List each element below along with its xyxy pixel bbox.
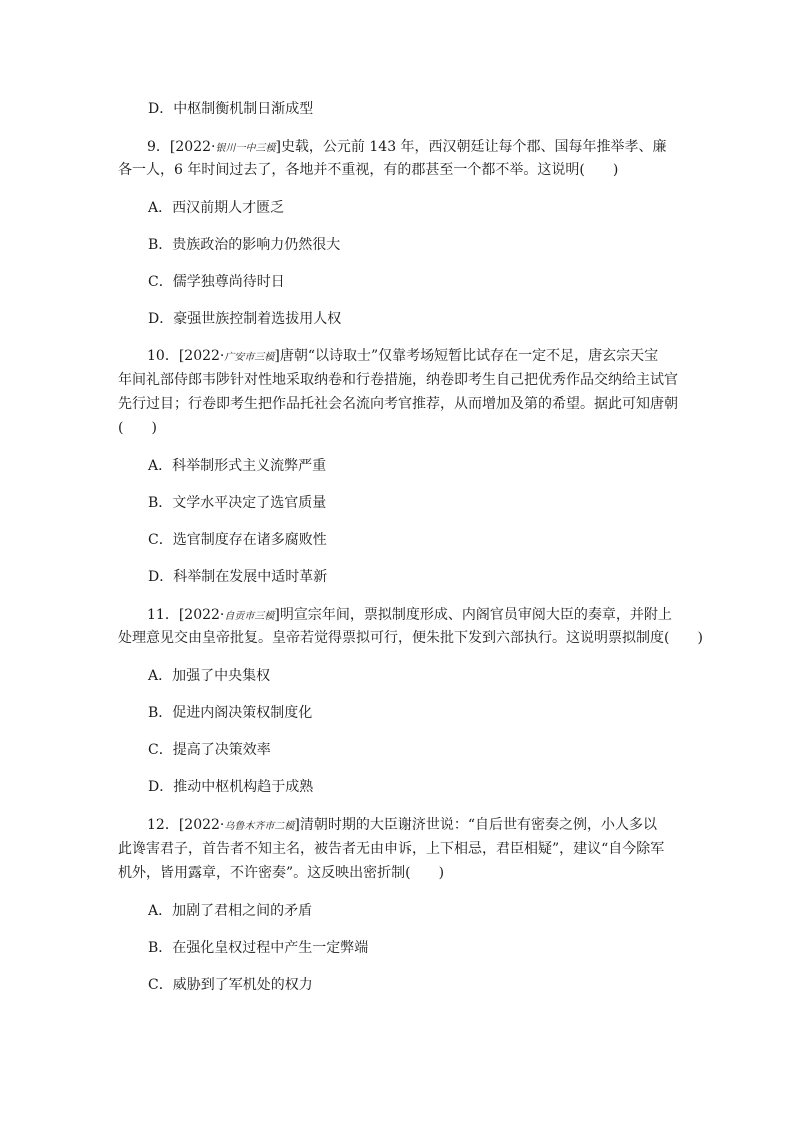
- q11-stem-line2: 处理意见交由皇帝批复。皇帝若觉得票拟可行，便朱批下发到六部执行。这说明票拟制度( ): [118, 630, 703, 646]
- q12-option-b: B．在强化皇权过程中产生一定弊端: [148, 940, 369, 956]
- q10-option-d: D．科举制在发展中适时革新: [148, 569, 328, 585]
- q12-number: 12．: [147, 817, 179, 833]
- q10-option-c: C．选官制度存在诸多腐败性: [148, 532, 327, 548]
- q10-stem-line3: 先行过目；行卷即考生把作品托社会名流向考官推荐，从而增加及第的希望。据此可知唐朝: [118, 396, 678, 412]
- q11-option-d: D．推动中枢机构趋于成熟: [148, 779, 314, 795]
- q10-option-a: A．科举制形式主义流弊严重: [148, 458, 327, 474]
- q11-number: 11．: [147, 607, 179, 623]
- q11-source: 自贡市三模: [224, 611, 275, 622]
- q11-option-b: B．促进内阁决策权制度化: [148, 705, 313, 721]
- q10-stem-line2: 年间礼部侍郎韦陟针对性地采取纳卷和行卷措施，纳卷即考生自己把优秀作品交纳给主试官: [118, 372, 678, 388]
- q9-stem-line1: 9．[2022·银川一中三模]史载，公元前 143 年，西汉朝廷让每个郡、国每年推举孝、廉: [147, 139, 667, 155]
- q12-stem-line2: 此谗害君子，首告者不知主名，被告者无由申诉，上下相忌，君臣相疑”，建议“自今除军: [118, 841, 665, 857]
- q11-option-c: C．提高了决策效率: [148, 742, 271, 758]
- q12-option-a: A．加剧了君相之间的矛盾: [148, 903, 313, 919]
- q9-source: 银川一中三模: [215, 143, 276, 154]
- q8-option-d: D．中枢制衡机制日渐成型: [148, 101, 314, 117]
- q9-number: 9．: [147, 139, 170, 155]
- q12-option-c: C．威胁到了军机处的权力: [148, 977, 313, 993]
- q9-option-a: A．西汉前期人才匮乏: [148, 200, 285, 216]
- q9-option-c: C．儒学独尊尚待时日: [148, 274, 285, 290]
- q11-option-a: A．加强了中央集权: [148, 668, 271, 684]
- q12-source: 乌鲁木齐市二模: [224, 821, 295, 832]
- q10-option-b: B．文学水平决定了选官质量: [148, 495, 327, 511]
- q12-stem-line3: 机外，皆用露章，不许密奏”。这反映出密折制( ): [118, 865, 445, 881]
- q10-stem-line4: ( ): [118, 420, 157, 436]
- q10-stem-line1: 10．[2022·广安市三模]唐朝“以诗取士”仅靠考场短暂比试存在一定不足，唐玄宗天宝: [147, 348, 659, 364]
- q9-option-d: D．豪强世族控制着选拔用人权: [148, 311, 342, 327]
- q12-stem-line1: 12．[2022·乌鲁木齐市二模]清朝时期的大臣谢济世说：“自后世有密奏之例，小人多以: [147, 817, 657, 833]
- q9-option-b: B．贵族政治的影响力仍然很大: [148, 237, 341, 253]
- q9-stem-line2: 各一人，6 年时间过去了，各地并不重视，有的郡甚至一个都不举。这说明( ): [118, 162, 619, 178]
- q10-number: 10．: [147, 348, 179, 364]
- q10-source: 广安市三模: [224, 352, 275, 363]
- q11-stem-line1: 11．[2022·自贡市三模]明宣宗年间，票拟制度形成、内阁官员审阅大臣的奏章，并附上: [147, 607, 672, 623]
